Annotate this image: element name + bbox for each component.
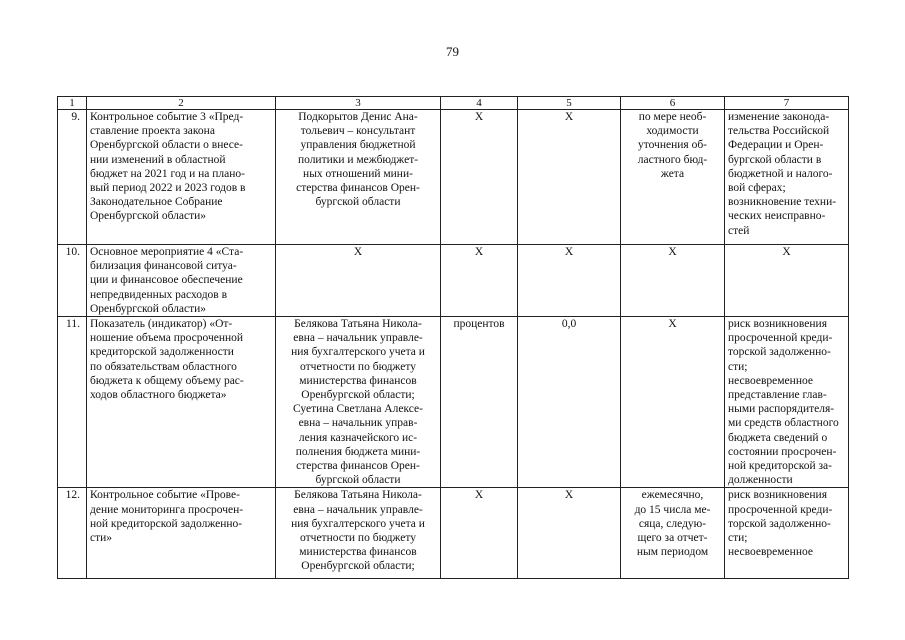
event-description: Контрольное событие «Прове- дение мониторинга просрочен- ной кредиторской задолженно- сти» [87,488,276,579]
responsible-person: Подкорытов Денис Ана- тольевич – консультант управления бюджетной политики и межбюджет- ных отношений мини- стерства финансов Орен- бургской области [276,110,441,245]
risks-cell: X [725,245,849,317]
row-number: 10. [58,245,87,317]
risks-cell: риск возникновения просроченной креди- торской задолженно- сти; несвоевременное представление глав- ными распорядителя- ми средств областного бюджета сведений о состоянии просрочен- ной кредиторской за- долженности [725,317,849,488]
row-number: 12. [58,488,87,579]
value-cell: 0,0 [518,317,621,488]
event-description: Показатель (индикатор) «От- ношение объема просроченной кредиторской задолженности по обязательствам областного бюджета к общему объему рас- ходов областного бюджета» [87,317,276,488]
value-cell: X [518,245,621,317]
responsible-person: X [276,245,441,317]
risks-cell: изменение законода- тельства Российской Федерации и Орен- бургской области в бюджетной и налого- вой сферах; возникновение техни- ческих неисправно- стей [725,110,849,245]
column-number: 3 [276,97,441,110]
unit-cell: X [441,110,518,245]
table-row [58,110,849,245]
page-number: 79 [446,44,459,59]
value-cell: X [518,488,621,579]
column-number: 6 [621,97,725,110]
unit-cell: процентов [441,317,518,488]
row-number: 11. [58,317,87,488]
responsible-person: Белякова Татьяна Никола- евна – начальник управле- ния бухгалтерского учета и отчетности по бюджету министерства финансов Оренбургской области; Суетина Светлана Алексе- евна – начальник управ- ления казначейского ис- полнения бюджета мини- стерства финансов Орен- бургской области [276,317,441,488]
column-number-row [58,97,849,110]
deadline-cell: X [621,317,725,488]
measures-table [57,96,849,579]
column-number: 5 [518,97,621,110]
table-row [58,245,849,317]
value-cell: X [518,110,621,245]
deadline-cell: X [621,245,725,317]
unit-cell: X [441,488,518,579]
table-row [58,317,849,488]
unit-cell: X [441,245,518,317]
event-description: Контрольное событие 3 «Пред- ставление проекта закона Оренбургской области о внесе- нии изменений в областной бюджет на 2021 год и на плано- вый период 2022 и 2023 годов в Законодательное Собрание Оренбургской области» [87,110,276,245]
deadline-cell: по мере необ- ходимости уточнения об- ластного бюд- жета [621,110,725,245]
column-number: 7 [725,97,849,110]
deadline-cell: ежемесячно, до 15 числа ме- сяца, следую- щего за отчет- ным периодом [621,488,725,579]
row-number: 9. [58,110,87,245]
event-description: Основное мероприятие 4 «Ста- билизация финансовой ситуа- ции и финансовое обеспечение непредвиденных расходов в Оренбургской области» [87,245,276,317]
responsible-person: Белякова Татьяна Никола- евна – начальник управле- ния бухгалтерского учета и отчетности по бюджету министерства финансов Оренбургской области; [276,488,441,579]
column-number: 2 [87,97,276,110]
risks-cell: риск возникновения просроченной креди- торской задолженно- сти; несвоевременное [725,488,849,579]
table-row [58,488,849,579]
column-number: 1 [58,97,87,110]
column-number: 4 [441,97,518,110]
